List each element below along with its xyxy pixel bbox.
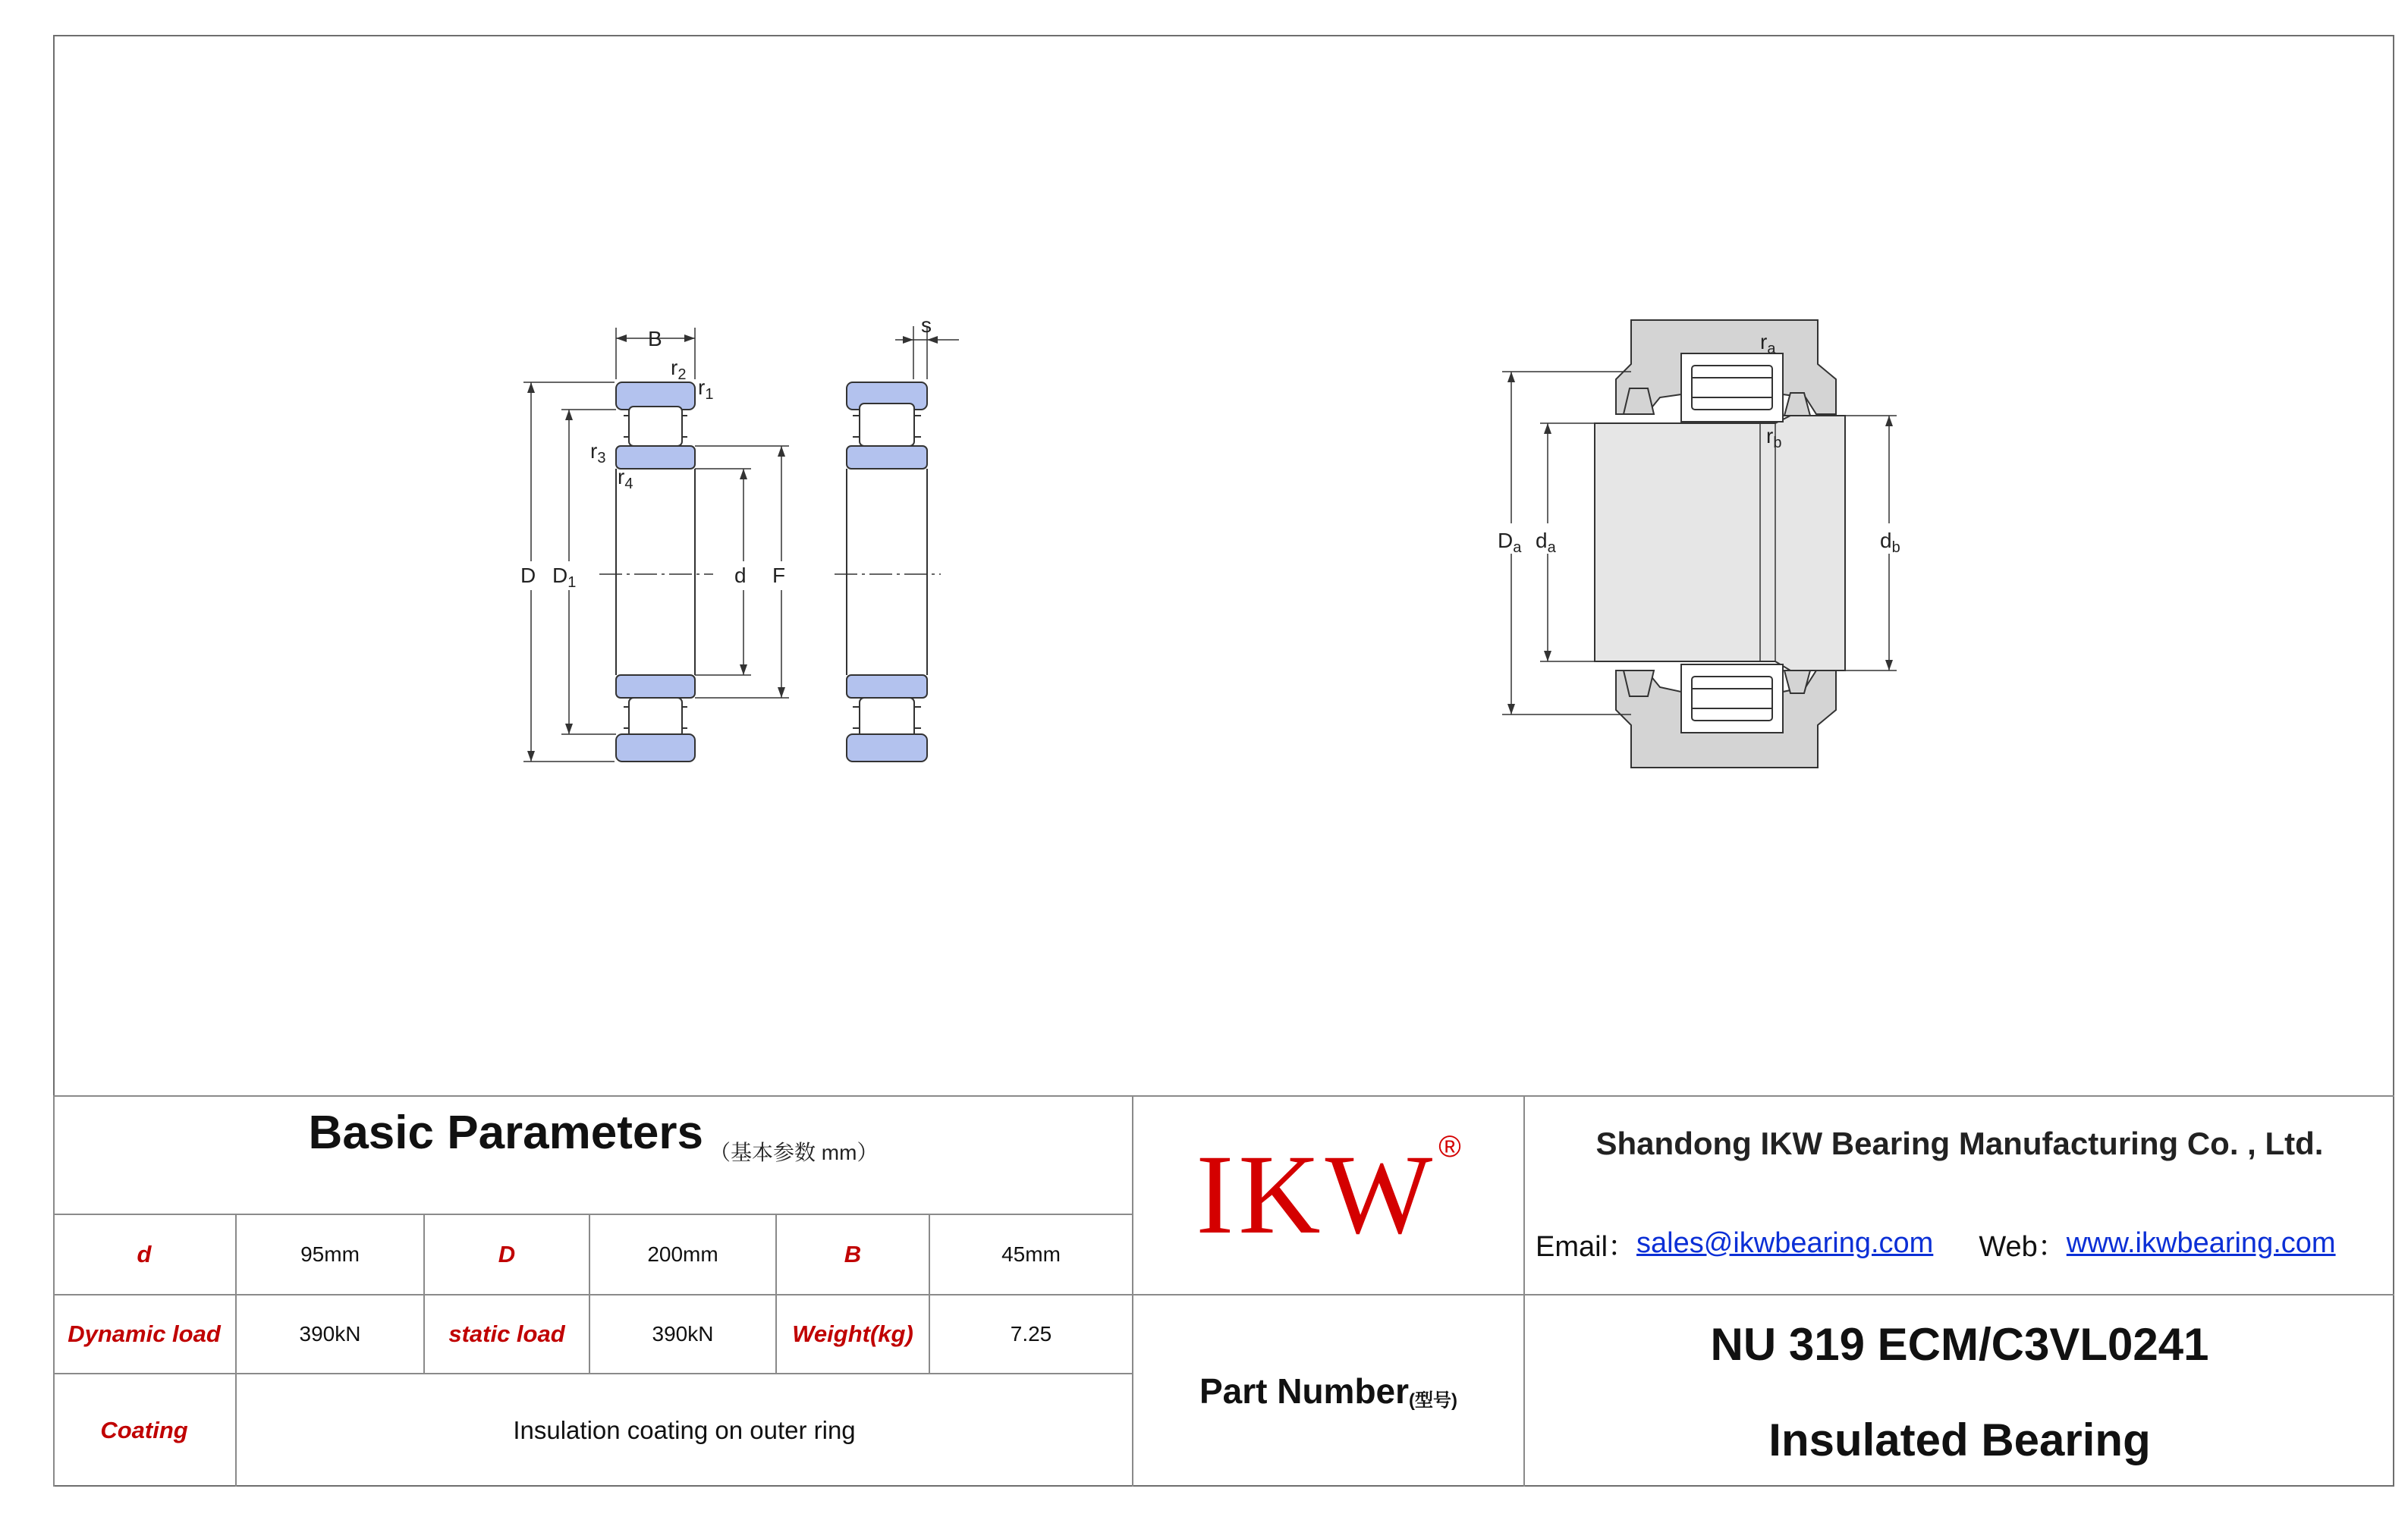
company-name: Shandong IKW Bearing Manufacturing Co. , Ltd.: [1595, 1126, 2324, 1161]
label-da: $d_a$: [1536, 529, 1556, 556]
value-B-cell: 45mm: [1001, 1242, 1061, 1266]
label-d-cell: d: [137, 1241, 152, 1267]
basic-parameters-title: Basic Parameters: [308, 1107, 704, 1159]
label-F: F: [772, 564, 786, 587]
value-weight-cell: 7.25: [1010, 1322, 1052, 1346]
bearing-section-view: [523, 328, 789, 762]
mounting-drawing: [1502, 320, 1897, 768]
email-label: Email：: [1536, 1230, 1637, 1263]
part-number-value: NU 319 ECM/C3VL0241: [1710, 1318, 2209, 1370]
label-ra: $r_a$: [1760, 330, 1776, 357]
label-db: $d_b$: [1880, 529, 1900, 556]
value-coating-cell: Insulation coating on outer ring: [513, 1416, 856, 1444]
label-dynamic-load-cell: Dynamic load: [68, 1321, 221, 1347]
company-contact: [1525, 1192, 2394, 1294]
part-number-label-cn: (型号): [1409, 1390, 1458, 1411]
label-D: D: [520, 564, 536, 587]
label-static-load-cell: static load: [448, 1321, 565, 1347]
ikw-logo-text: IKW: [1196, 1132, 1438, 1258]
value-D-cell: 200mm: [647, 1242, 718, 1266]
label-D-cell: D: [498, 1241, 516, 1267]
label-B: B: [648, 327, 662, 350]
part-number-label-cell: [1133, 1295, 1523, 1487]
email-link[interactable]: sales@ikwbearing.com: [1636, 1226, 1934, 1259]
registered-mark: ®: [1438, 1130, 1461, 1164]
part-type: Insulated Bearing: [1768, 1414, 2151, 1465]
label-s: s: [921, 313, 932, 337]
basic-parameters-subtitle: （基本参数 mm）: [709, 1141, 879, 1164]
label-coating-cell: Coating: [100, 1417, 188, 1443]
label-Da: $D_a$: [1498, 529, 1522, 556]
value-dynamic-load-cell: 390kN: [299, 1322, 361, 1346]
label-B-cell: B: [844, 1241, 862, 1267]
label-d: d: [734, 564, 747, 587]
label-rb: $r_b$: [1766, 424, 1782, 451]
web-label: Web：: [1979, 1230, 2067, 1263]
part-number-label: Part Number: [1199, 1371, 1410, 1411]
value-d-cell: 95mm: [300, 1242, 360, 1266]
bearing-outer-ring-view: [835, 326, 959, 762]
label-weight-cell: Weight(kg): [792, 1321, 913, 1347]
label-r1: $r_1$: [698, 375, 714, 403]
title-block-table: [53, 1095, 2394, 1487]
label-r2: $r_2$: [671, 356, 687, 383]
ikw-logo: [1133, 1095, 1523, 1294]
label-D1: $D_1$: [552, 564, 577, 591]
value-static-load-cell: 390kN: [652, 1322, 714, 1346]
basic-parameters-header: [53, 1095, 1133, 1214]
web-link[interactable]: www.ikwbearing.com: [2066, 1226, 2336, 1259]
label-r4: $r_4$: [618, 465, 633, 492]
label-r3: $r_3$: [590, 439, 606, 466]
